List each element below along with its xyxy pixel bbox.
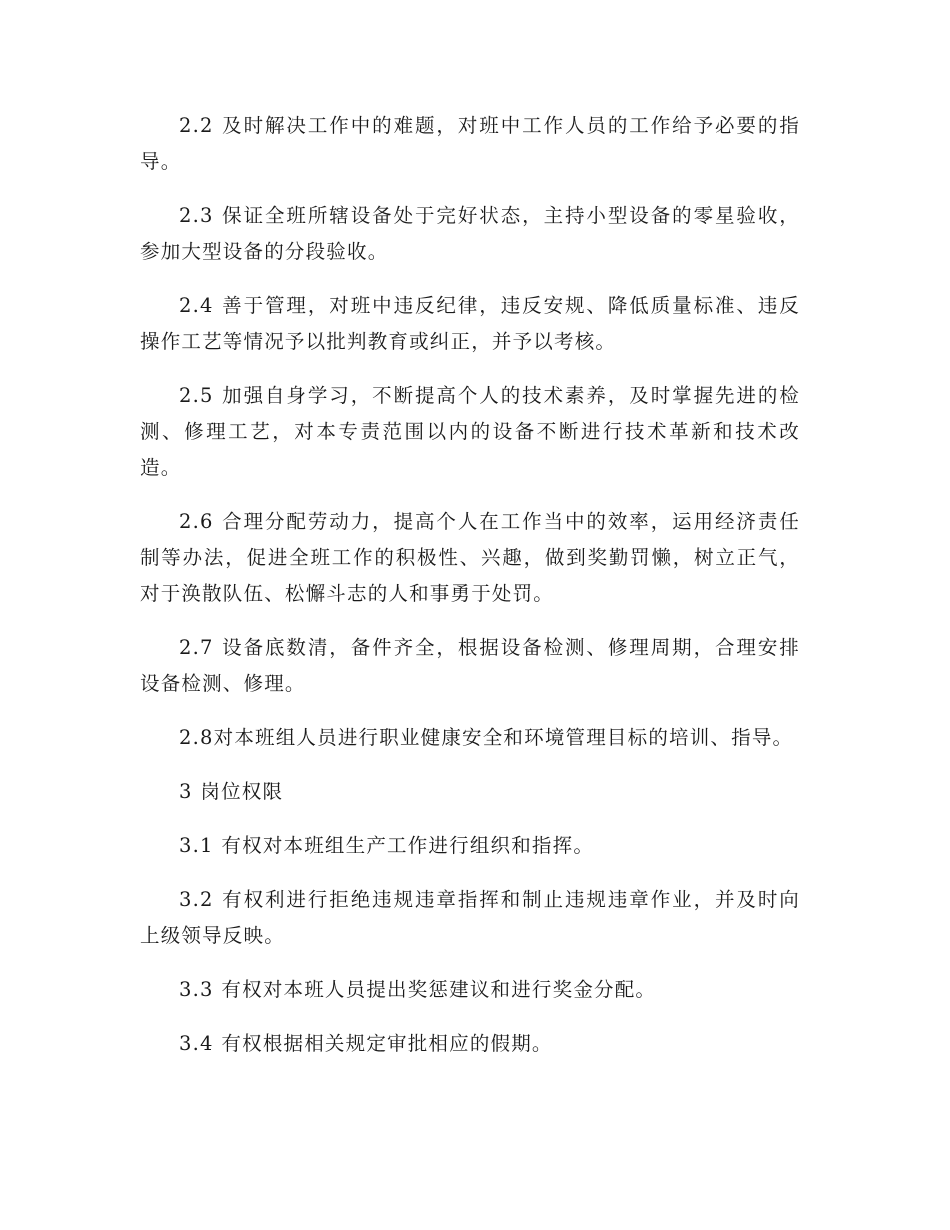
paragraph-2-3 xyxy=(140,198,800,270)
paragraph-2-4 xyxy=(140,288,800,360)
paragraph-text: 有权对本班人员提出奖惩建议和进行奖金分配。 xyxy=(221,978,657,1001)
paragraph-text: 设备底数清，备件齐全，根据设备检测、修理周期，合理安排设备检测、修理。 xyxy=(140,636,800,695)
paragraph-number: 3.3 xyxy=(179,978,214,1001)
section-heading-3 xyxy=(140,774,800,810)
paragraph-2-8 xyxy=(140,720,800,756)
paragraph-number: 2.6 xyxy=(179,510,214,533)
paragraph-2-2 xyxy=(140,108,800,180)
paragraph-number: 2.7 xyxy=(179,636,214,659)
paragraph-text: 保证全班所辖设备处于完好状态，主持小型设备的零星验收，参加大型设备的分段验收。 xyxy=(140,204,800,263)
paragraph-number: 3.2 xyxy=(179,888,214,911)
section-title: 岗位权限 xyxy=(200,780,284,803)
paragraph-text: 对本班组人员进行职业健康安全和环境管理目标的培训、指导。 xyxy=(213,726,794,749)
paragraph-2-6 xyxy=(140,504,800,612)
section-number: 3 xyxy=(179,780,193,803)
paragraph-text: 有权根据相关规定审批相应的假期。 xyxy=(221,1032,553,1055)
document-body xyxy=(140,108,800,1080)
paragraph-number: 2.2 xyxy=(179,114,214,137)
paragraph-text: 加强自身学习，不断提高个人的技术素养，及时掌握先进的检测、修理工艺，对本专责范围以内的设备不断进行技术革新和技术改造。 xyxy=(140,384,800,479)
paragraph-text: 及时解决工作中的难题，对班中工作人员的工作给予必要的指导。 xyxy=(140,114,800,173)
paragraph-number: 3.4 xyxy=(179,1032,214,1055)
paragraph-3-2 xyxy=(140,882,800,954)
paragraph-number: 3.1 xyxy=(179,834,214,857)
paragraph-text: 有权利进行拒绝违规违章指挥和制止违规违章作业，并及时向上级领导反映。 xyxy=(140,888,800,947)
paragraph-2-7 xyxy=(140,630,800,702)
paragraph-text: 有权对本班组生产工作进行组织和指挥。 xyxy=(221,834,595,857)
paragraph-number: 2.8 xyxy=(179,726,214,749)
paragraph-3-4 xyxy=(140,1026,800,1062)
paragraph-number: 2.4 xyxy=(179,294,214,317)
paragraph-3-3 xyxy=(140,972,800,1008)
paragraph-2-5 xyxy=(140,378,800,486)
paragraph-text: 善于管理，对班中违反纪律，违反安规、降低质量标准、违反操作工艺等情况予以批判教育或纠正，并予以考核。 xyxy=(140,294,800,353)
paragraph-number: 2.5 xyxy=(179,384,214,407)
paragraph-3-1 xyxy=(140,828,800,864)
paragraph-text: 合理分配劳动力，提高个人在工作当中的效率，运用经济责任制等办法，促进全班工作的积极性、兴趣，做到奖勤罚懒，树立正气，对于涣散队伍、松懈斗志的人和事勇于处罚。 xyxy=(140,510,800,605)
paragraph-number: 2.3 xyxy=(179,204,214,227)
